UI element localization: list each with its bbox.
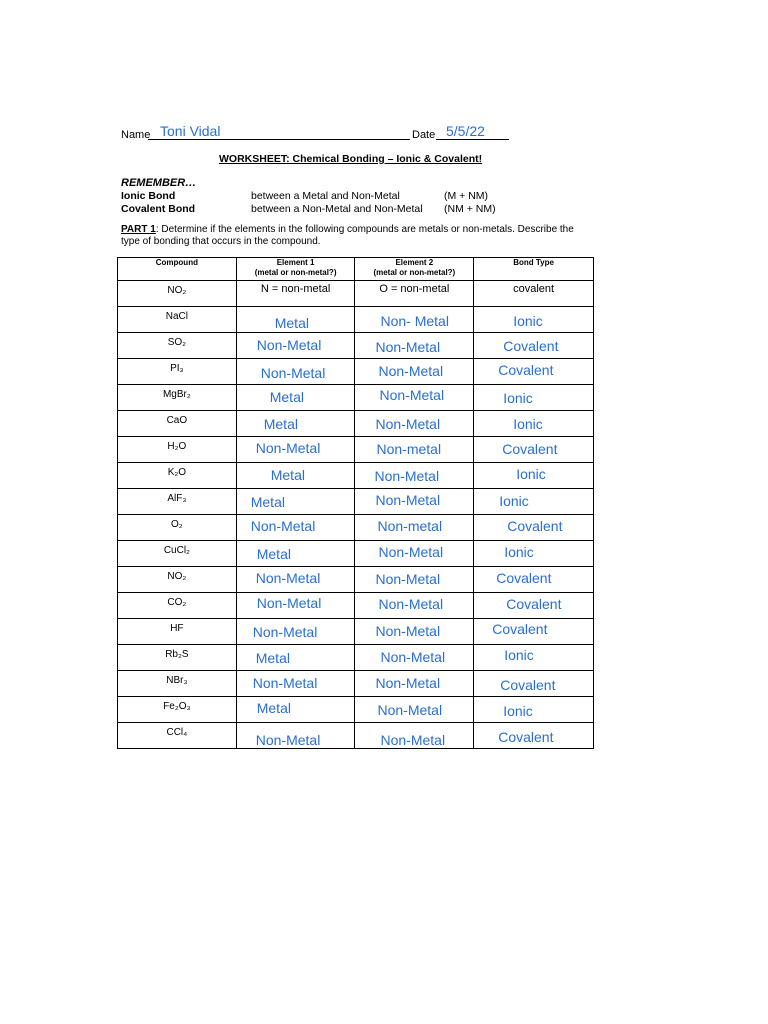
bond-type-cell[interactable]: Covalent [474,333,594,359]
part1-instructions [121,224,574,235]
element1-cell[interactable]: Metal [236,307,355,333]
bond-type-cell[interactable]: Ionic [474,489,594,515]
bond-type-cell[interactable]: Covalent [474,593,594,619]
table-row [118,463,594,489]
example-element1: N = non-metal [236,281,355,307]
example-element2: O = non-metal [355,281,474,307]
element1-cell[interactable]: Non-Metal [236,593,355,619]
compound-cell: O₂ [118,515,237,541]
bond-type-cell[interactable]: Covalent [474,723,594,749]
table-row [118,437,594,463]
element2-cell[interactable]: Non-Metal [355,333,474,359]
bond-type-cell[interactable]: Ionic [474,385,594,411]
table-row [118,697,594,723]
table-row [118,307,594,333]
element2-cell[interactable]: Non-Metal [355,645,474,671]
element2-cell[interactable]: Non-Metal [355,463,474,489]
ionic-bond-abbr: (M + NM) [444,190,489,202]
compound-cell: K₂O [118,463,237,489]
remember-heading: REMEMBER… [121,177,197,189]
compound-cell: AlF₃ [118,489,237,515]
compound-cell: PI₃ [118,359,237,385]
compound-cell: CCl₄ [118,723,237,749]
element1-cell[interactable]: Metal [236,463,355,489]
compound-cell: HF [118,619,237,645]
bond-type-cell[interactable]: Ionic [474,307,594,333]
element2-cell[interactable]: Non-Metal [355,385,474,411]
element1-cell[interactable]: Non-Metal [236,671,355,697]
example-bond: covalent [474,281,594,307]
bond-type-cell[interactable]: Covalent [474,619,594,645]
element1-cell[interactable]: Non-Metal [236,515,355,541]
compound-cell: CuCl₂ [118,541,237,567]
bond-type-cell[interactable]: Covalent [474,437,594,463]
compound-cell: CaO [118,411,237,437]
bond-type-cell[interactable]: Ionic [474,411,594,437]
covalent-bond-term: Covalent Bond [121,203,196,215]
table-row [118,385,594,411]
ionic-bond-term: Ionic Bond [121,190,176,202]
table-row [118,515,594,541]
element2-cell[interactable]: Non-Metal [355,619,474,645]
ionic-bond-description: between a Metal and Non-Metal [251,190,400,202]
table-row [118,333,594,359]
table-header-row [118,258,594,281]
table-row [118,489,594,515]
element1-cell[interactable]: Non-Metal [236,723,355,749]
element2-cell[interactable]: Non-Metal [355,567,474,593]
table-row [118,723,594,749]
table-row [118,645,594,671]
element2-cell[interactable]: Non-Metal [355,671,474,697]
table-row [118,541,594,567]
example-row [118,281,594,307]
element1-cell[interactable]: Non-Metal [236,567,355,593]
table-row [118,359,594,385]
covalent-bond-abbr: (NM + NM) [444,203,496,215]
bond-type-cell[interactable]: Covalent [474,567,594,593]
table-row [118,411,594,437]
table-row [118,593,594,619]
element1-cell[interactable]: Non-Metal [236,619,355,645]
element1-cell[interactable]: Metal [236,385,355,411]
compound-cell: NBr₃ [118,671,237,697]
part1-label: PART 1 [121,224,156,235]
compound-cell: H₂O [118,437,237,463]
compound-cell: NaCl [118,307,237,333]
worksheet-title: WORKSHEET: Chemical Bonding – Ionic & Covalent! [219,153,483,165]
compound-cell: Fe₂O₃ [118,697,237,723]
element2-cell[interactable]: Non-metal [355,437,474,463]
student-name[interactable]: Toni Vidal [160,123,221,139]
name-label: Name [121,129,151,141]
table-row [118,567,594,593]
bond-type-cell[interactable]: Covalent [474,359,594,385]
header-compound: Compound [118,258,237,281]
element2-cell[interactable]: Non-Metal [355,359,474,385]
compound-cell: Rb₂S [118,645,237,671]
part1-instructions-line2: type of bonding that occurs in the compound. [121,236,321,247]
element2-cell[interactable]: Non-Metal [355,489,474,515]
element1-cell[interactable]: Metal [236,489,355,515]
element1-cell[interactable]: Metal [236,541,355,567]
bond-type-cell[interactable]: Ionic [474,697,594,723]
bond-type-cell[interactable]: Ionic [474,645,594,671]
header-bond-type: Bond Type [474,258,594,281]
date-label: Date [412,129,436,141]
table-row [118,619,594,645]
header-element2: Element 2 (metal or non-metal?) [355,258,474,281]
table-row [118,671,594,697]
element2-cell[interactable]: Non-metal [355,515,474,541]
element1-cell[interactable]: Metal [236,645,355,671]
element1-cell[interactable]: Non-Metal [236,437,355,463]
bond-type-cell[interactable]: Ionic [474,463,594,489]
header-element1: Element 1 (metal or non-metal?) [236,258,355,281]
date-value[interactable]: 5/5/22 [446,123,485,139]
element1-cell[interactable]: Metal [236,697,355,723]
part1-instructions-line1: : Determine if the elements in the following compounds are metals or non-metals. Describe the [155,224,574,235]
bond-type-cell[interactable]: Covalent [474,671,594,697]
compound-cell: MgBr₂ [118,385,237,411]
element1-cell[interactable]: Metal [236,411,355,437]
element1-cell[interactable]: Non-Metal [236,333,355,359]
example-compound: NO₂ [118,281,237,307]
bonding-table [117,257,594,749]
element2-cell[interactable]: Non-Metal [355,541,474,567]
bond-type-cell[interactable]: Covalent [474,515,594,541]
name-underline [148,139,410,140]
element1-cell[interactable]: Non-Metal [236,359,355,385]
bond-type-cell[interactable]: Ionic [474,541,594,567]
date-underline [436,139,509,140]
element2-cell[interactable]: Non-Metal [355,593,474,619]
element2-cell[interactable]: Non-Metal [355,411,474,437]
covalent-bond-description: between a Non-Metal and Non-Metal [251,203,423,215]
element2-cell[interactable]: Non-Metal [355,697,474,723]
element2-cell[interactable]: Non- Metal [355,307,474,333]
element2-cell[interactable]: Non-Metal [355,723,474,749]
compound-cell: SO₂ [118,333,237,359]
compound-cell: CO₂ [118,593,237,619]
compound-cell: NO₂ [118,567,237,593]
